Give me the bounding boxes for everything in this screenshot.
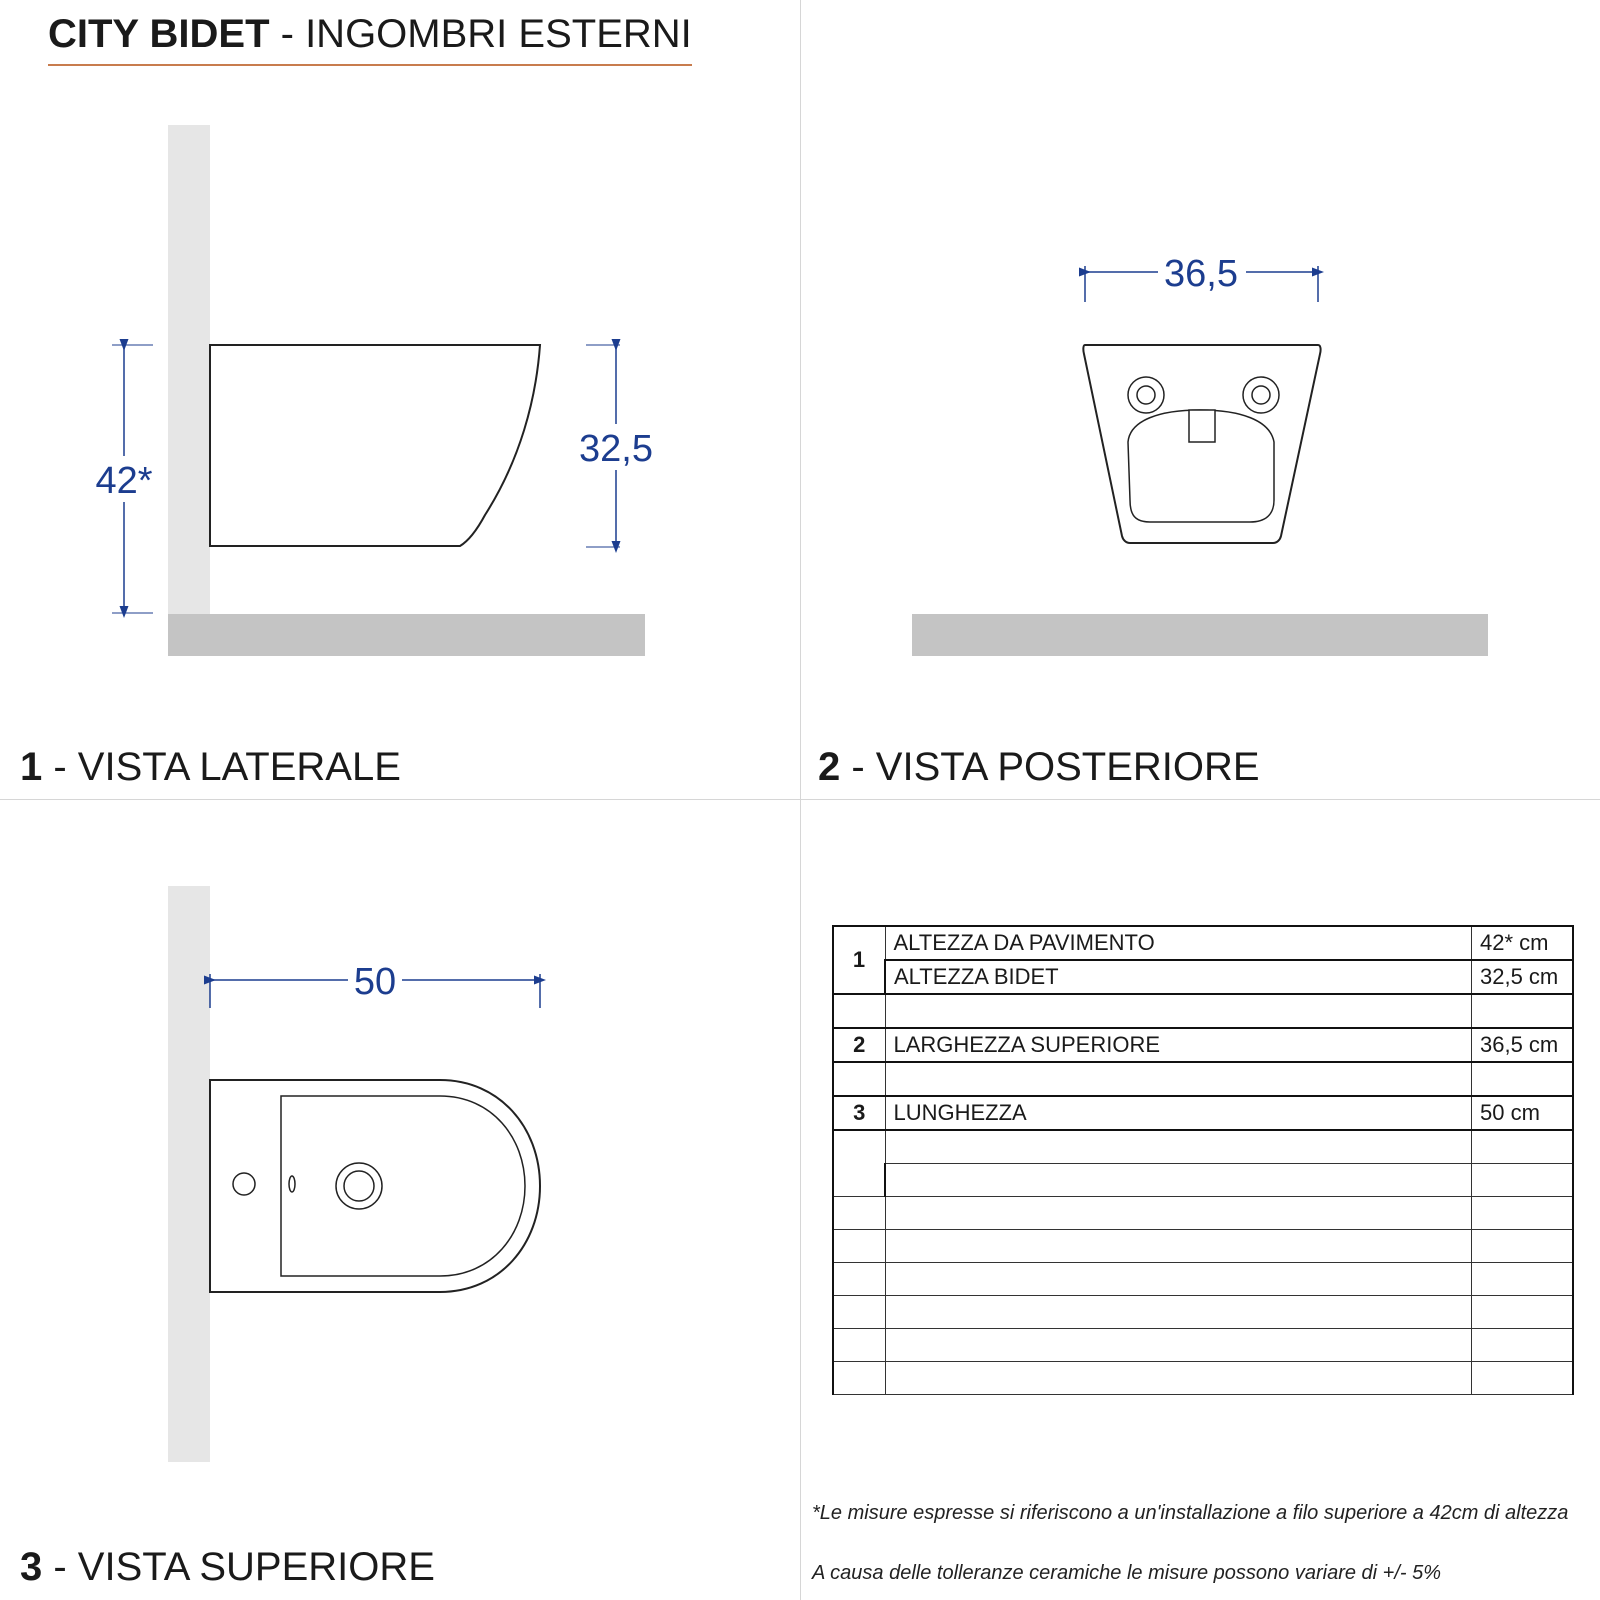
table-row — [833, 994, 1573, 1028]
row-label: LUNGHEZZA — [885, 1096, 1472, 1130]
row-number: 3 — [833, 1096, 885, 1130]
dim-length: 50 — [353, 961, 397, 1003]
table-row — [833, 1362, 1573, 1395]
row-label: ALTEZZA BIDET — [885, 960, 1472, 994]
row-value: 36,5 cm — [1472, 1028, 1574, 1062]
caption-label: - VISTA LATERALE — [42, 745, 401, 789]
caption-rear-view — [818, 745, 1260, 790]
row-value: 50 cm — [1472, 1096, 1574, 1130]
bidet-side-outline — [210, 345, 540, 546]
table-row — [833, 1130, 1573, 1164]
tap-hole — [233, 1173, 255, 1195]
table-row — [833, 960, 1573, 994]
rear-drain — [1189, 410, 1215, 442]
top-view — [168, 886, 540, 1462]
note-tolerance: A causa delle tolleranze ceramiche le misure possono variare di +/- 5% — [812, 1562, 1442, 1584]
row-number: 1 — [833, 926, 885, 994]
rear-view — [912, 250, 1488, 656]
table-row — [833, 926, 1573, 960]
caption-num: 3 — [20, 1545, 43, 1589]
row-label: LARGHEZZA SUPERIORE — [885, 1028, 1472, 1062]
row-value: 42* cm — [1472, 926, 1574, 960]
row-label: ALTEZZA DA PAVIMENTO — [885, 926, 1472, 960]
table-row — [833, 1028, 1573, 1062]
drain-outer — [336, 1163, 382, 1209]
caption-side-view — [20, 745, 401, 790]
note-installation: *Le misure espresse si riferiscono a un'installazione a filo superiore a 42cm di altezza — [812, 1502, 1569, 1524]
table-row — [833, 1062, 1573, 1096]
dimensions-table — [832, 925, 1574, 1395]
row-number: 2 — [833, 1028, 885, 1062]
rear-mount-hole-left — [1128, 377, 1164, 413]
table-row — [833, 1164, 1573, 1197]
caption-label: - VISTA POSTERIORE — [840, 745, 1260, 789]
table-row — [833, 1329, 1573, 1362]
caption-num: 1 — [20, 745, 43, 789]
table-row — [833, 1096, 1573, 1130]
wall-top — [168, 886, 210, 1462]
title-rest: - INGOMBRI ESTERNI — [269, 12, 692, 56]
row-value: 32,5 cm — [1472, 960, 1574, 994]
side-view — [88, 125, 658, 656]
bidet-rear-outline — [1083, 345, 1320, 543]
table-row — [833, 1296, 1573, 1329]
floor — [168, 614, 645, 656]
table-row — [833, 1230, 1573, 1263]
dim-floor-height: 42* — [95, 460, 153, 502]
caption-label: - VISTA SUPERIORE — [42, 1545, 435, 1589]
floor-rear — [912, 614, 1488, 656]
dim-top-width: 36,5 — [1164, 253, 1238, 295]
title-bold: CITY BIDET — [48, 12, 270, 56]
caption-num: 2 — [818, 745, 841, 789]
overflow-hole — [289, 1176, 295, 1192]
table-row — [833, 1197, 1573, 1230]
dim-bidet-height: 32,5 — [579, 428, 653, 470]
wall — [168, 125, 210, 615]
table-row — [833, 1263, 1573, 1296]
rear-mount-hole-right — [1243, 377, 1279, 413]
caption-top-view — [20, 1545, 435, 1590]
